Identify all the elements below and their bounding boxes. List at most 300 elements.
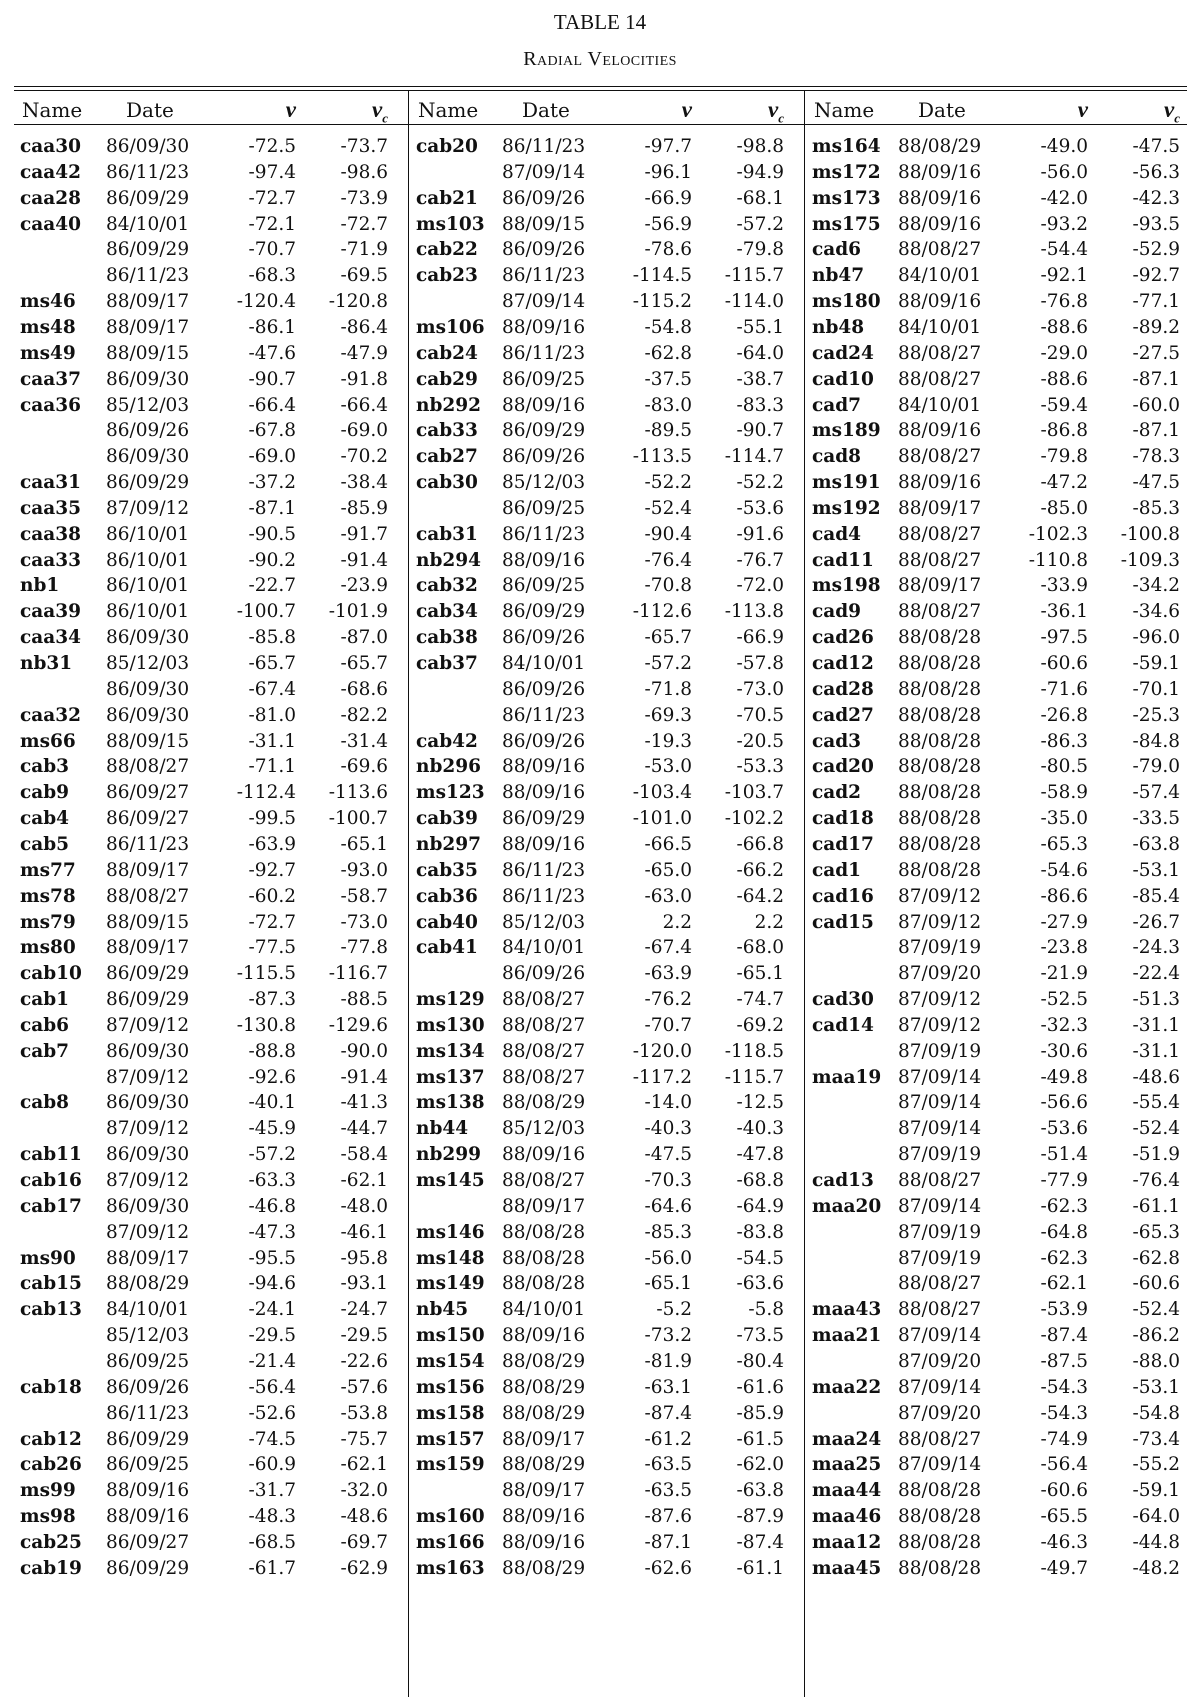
corrected-velocity: -52.4: [1132, 1118, 1180, 1140]
corrected-velocity: -87.1: [1132, 420, 1180, 442]
velocity: -61.2: [644, 1428, 692, 1450]
table-row: [410, 444, 800, 470]
obs-date: 86/09/27: [106, 808, 190, 830]
star-name: cab13: [20, 1299, 82, 1321]
obs-date: 86/11/23: [502, 342, 586, 364]
corrected-velocity: -85.9: [736, 1402, 784, 1424]
obs-date: 88/08/28: [502, 1273, 586, 1295]
velocity: -94.6: [248, 1273, 296, 1295]
velocity: -86.3: [1040, 730, 1088, 752]
header-date: Date: [522, 98, 570, 122]
table-row: [806, 1090, 1196, 1116]
corrected-velocity: -87.9: [736, 1506, 784, 1528]
star-name: cab32: [416, 575, 478, 597]
table-row: [14, 393, 404, 419]
obs-date: 88/09/16: [898, 420, 982, 442]
obs-date: 86/09/27: [106, 782, 190, 804]
velocity: -31.7: [248, 1480, 296, 1502]
obs-date: 88/08/27: [898, 368, 982, 390]
obs-date: 84/10/01: [898, 394, 982, 416]
velocity: -47.5: [644, 1144, 692, 1166]
velocity: -63.1: [644, 1376, 692, 1398]
star-name: cab30: [416, 472, 478, 494]
obs-date: 88/08/27: [106, 885, 190, 907]
corrected-velocity: -74.7: [736, 989, 784, 1011]
velocity: -35.0: [1040, 808, 1088, 830]
obs-date: 87/09/19: [898, 1040, 982, 1062]
star-name: nb299: [416, 1144, 482, 1166]
velocity: -83.0: [644, 394, 692, 416]
velocity: -21.4: [248, 1350, 296, 1372]
corrected-velocity: -46.1: [340, 1221, 388, 1243]
table-row: [410, 651, 800, 677]
star-name: cad7: [812, 394, 862, 416]
velocity: -87.6: [644, 1506, 692, 1528]
corrected-velocity: -57.6: [340, 1376, 388, 1398]
table-row: [14, 522, 404, 548]
header-vc: $v_c$: [1164, 97, 1180, 126]
obs-date: 87/09/14: [502, 161, 586, 183]
star-name: nb45: [416, 1299, 469, 1321]
table-row: [14, 806, 404, 832]
star-name: cab40: [416, 911, 478, 933]
corrected-velocity: -129.6: [328, 1014, 388, 1036]
corrected-velocity: -73.5: [736, 1325, 784, 1347]
star-name: cab33: [416, 420, 478, 442]
star-name: ms192: [812, 497, 881, 519]
star-name: ms78: [20, 885, 76, 907]
velocity: -48.3: [248, 1506, 296, 1528]
velocity: -85.3: [644, 1221, 692, 1243]
star-name: nb44: [416, 1118, 469, 1140]
obs-date: 88/09/16: [502, 1531, 586, 1553]
obs-date: 86/11/23: [502, 704, 586, 726]
corrected-velocity: -85.4: [1132, 885, 1180, 907]
velocity: -74.5: [248, 1428, 296, 1450]
table-row: [410, 367, 800, 393]
table-row: [806, 1013, 1196, 1039]
corrected-velocity: -88.0: [1132, 1350, 1180, 1372]
star-name: ms149: [416, 1273, 485, 1295]
corrected-velocity: -100.7: [328, 808, 388, 830]
star-name: ms166: [416, 1531, 485, 1553]
obs-date: 88/09/17: [502, 1428, 586, 1450]
table-row: [806, 573, 1196, 599]
obs-date: 87/09/20: [898, 1402, 982, 1424]
velocity: -76.4: [644, 549, 692, 571]
velocity: -63.5: [644, 1480, 692, 1502]
corrected-velocity: -90.7: [736, 420, 784, 442]
corrected-velocity: -62.8: [1132, 1247, 1180, 1269]
corrected-velocity: -65.1: [340, 833, 388, 855]
table-row: [14, 186, 404, 212]
obs-date: 87/09/19: [898, 1221, 982, 1243]
obs-date: 88/09/16: [898, 161, 982, 183]
star-name: caa30: [20, 136, 81, 157]
obs-date: 86/09/29: [502, 420, 586, 442]
star-name: nb31: [20, 653, 73, 674]
velocity: -65.7: [644, 627, 692, 649]
corrected-velocity: -114.0: [724, 291, 784, 313]
corrected-velocity: -57.8: [736, 653, 784, 674]
star-name: cad13: [812, 1170, 874, 1191]
obs-date: 88/08/28: [898, 1506, 982, 1528]
corrected-velocity: -40.3: [736, 1118, 784, 1140]
velocity: -58.9: [1040, 782, 1088, 804]
velocity: -87.4: [644, 1402, 692, 1424]
star-name: cab31: [416, 523, 478, 545]
star-name: ms46: [20, 291, 76, 313]
table-row: [806, 1039, 1196, 1065]
table-row: [14, 1065, 404, 1091]
star-name: ms134: [416, 1040, 485, 1062]
star-name: ms146: [416, 1221, 485, 1243]
table-row: [14, 729, 404, 755]
table-row: [410, 393, 800, 419]
table-row: [14, 496, 404, 522]
velocity: -22.7: [248, 575, 296, 597]
velocity: -97.5: [1040, 627, 1088, 649]
table-row: [14, 625, 404, 651]
header-v: v: [285, 97, 296, 122]
corrected-velocity: -68.6: [340, 678, 388, 700]
table-row: [14, 1530, 404, 1556]
table-row: [806, 1427, 1196, 1453]
corrected-velocity: -94.9: [736, 161, 784, 183]
velocity: -52.4: [644, 497, 692, 519]
corrected-velocity: -93.1: [340, 1273, 388, 1295]
obs-date: 88/09/16: [502, 316, 586, 338]
velocity: -66.5: [644, 833, 692, 855]
table-row: [806, 522, 1196, 548]
obs-date: 88/08/27: [502, 1066, 586, 1088]
star-name: cad3: [812, 730, 862, 752]
obs-date: 87/09/14: [898, 1325, 982, 1347]
table-row: [14, 548, 404, 574]
star-name: caa36: [20, 394, 81, 416]
star-name: cad30: [812, 989, 874, 1011]
table-row: [806, 1246, 1196, 1272]
corrected-velocity: -79.8: [736, 239, 784, 261]
velocity: -92.1: [1040, 265, 1088, 287]
star-name: ms123: [416, 782, 485, 804]
obs-date: 86/09/26: [106, 1376, 190, 1398]
obs-date: 86/09/30: [106, 1144, 190, 1166]
header-v: v: [681, 97, 692, 122]
velocity: -95.5: [248, 1247, 296, 1269]
corrected-velocity: -23.9: [340, 575, 388, 597]
corrected-velocity: -91.7: [340, 523, 388, 545]
corrected-velocity: -53.3: [736, 756, 784, 778]
velocity: -46.8: [248, 1195, 296, 1217]
star-name: ms66: [20, 730, 76, 752]
star-name: ms198: [812, 575, 881, 597]
corrected-velocity: -64.9: [736, 1195, 784, 1217]
star-name: cab9: [20, 782, 70, 804]
obs-date: 86/11/23: [502, 859, 586, 881]
star-name: ms159: [416, 1454, 485, 1476]
corrected-velocity: -70.5: [736, 704, 784, 726]
star-name: cad28: [812, 678, 874, 700]
corrected-velocity: -61.1: [1132, 1195, 1180, 1217]
velocity: -117.2: [632, 1066, 692, 1088]
corrected-velocity: -48.6: [1132, 1066, 1180, 1088]
obs-date: 85/12/03: [502, 1118, 586, 1140]
table-row: [410, 1530, 800, 1556]
table-row: [410, 1349, 800, 1375]
star-name: ms103: [416, 213, 485, 235]
velocity: -110.8: [1028, 549, 1088, 571]
corrected-velocity: -75.7: [340, 1428, 388, 1450]
obs-date: 88/09/16: [106, 1506, 190, 1528]
star-name: cab15: [20, 1273, 82, 1295]
obs-date: 87/09/12: [898, 989, 982, 1011]
obs-date: 88/08/27: [898, 549, 982, 571]
corrected-velocity: -62.9: [340, 1557, 388, 1579]
obs-date: 86/09/30: [106, 704, 190, 726]
table-row: [14, 1194, 404, 1220]
corrected-velocity: -52.4: [1132, 1299, 1180, 1321]
velocity: -37.2: [248, 472, 296, 494]
table-row: [410, 961, 800, 987]
velocity: -56.0: [1040, 161, 1088, 183]
obs-date: 86/09/26: [502, 678, 586, 700]
table-row: [410, 884, 800, 910]
star-name: ms80: [20, 937, 76, 959]
corrected-velocity: -82.2: [340, 704, 388, 726]
obs-date: 86/09/26: [502, 239, 586, 261]
corrected-velocity: -79.0: [1132, 756, 1180, 778]
obs-date: 86/09/30: [106, 1092, 190, 1114]
obs-date: 85/12/03: [502, 472, 586, 494]
corrected-velocity: -83.8: [736, 1221, 784, 1243]
obs-date: 88/09/17: [106, 316, 190, 338]
velocity: -56.9: [644, 213, 692, 235]
obs-date: 87/09/20: [898, 963, 982, 985]
table-row: [806, 1142, 1196, 1168]
velocity: -56.4: [1040, 1454, 1088, 1476]
header-vc: $v_c$: [372, 97, 388, 126]
velocity: -63.9: [248, 833, 296, 855]
top-rule-1: [14, 86, 1187, 87]
velocity: -112.4: [236, 782, 296, 804]
velocity: -54.6: [1040, 859, 1088, 881]
velocity: -54.3: [1040, 1402, 1088, 1424]
table-row: [14, 1401, 404, 1427]
corrected-velocity: -73.7: [340, 136, 388, 157]
corrected-velocity: -77.8: [340, 937, 388, 959]
star-name: nb296: [416, 756, 482, 778]
table-row: [806, 1297, 1196, 1323]
star-name: caa38: [20, 523, 81, 545]
obs-date: 86/09/29: [106, 1557, 190, 1579]
velocity: -61.7: [248, 1557, 296, 1579]
table-row: [806, 1271, 1196, 1297]
star-name: cad26: [812, 627, 874, 649]
star-name: maa24: [812, 1428, 882, 1450]
table-row: [410, 754, 800, 780]
corrected-velocity: -73.4: [1132, 1428, 1180, 1450]
table-row: [410, 496, 800, 522]
table-row: [806, 186, 1196, 212]
obs-date: 86/11/23: [106, 833, 190, 855]
obs-date: 86/11/23: [106, 265, 190, 287]
obs-date: 86/09/26: [502, 963, 586, 985]
obs-date: 88/08/28: [898, 1557, 982, 1579]
corrected-velocity: -48.0: [340, 1195, 388, 1217]
corrected-velocity: -58.7: [340, 885, 388, 907]
star-name: cab5: [20, 833, 70, 855]
star-name: ms145: [416, 1170, 485, 1191]
corrected-velocity: -53.1: [1132, 859, 1180, 881]
table-row: [806, 418, 1196, 444]
obs-date: 88/08/28: [898, 859, 982, 881]
obs-date: 88/09/16: [502, 833, 586, 855]
corrected-velocity: -93.0: [340, 859, 388, 881]
obs-date: 84/10/01: [502, 653, 586, 674]
star-name: maa46: [812, 1506, 882, 1528]
velocity: -87.5: [1040, 1350, 1088, 1372]
corrected-velocity: -88.5: [340, 989, 388, 1011]
table-row: [806, 1556, 1196, 1582]
velocity: -60.9: [248, 1454, 296, 1476]
table-row: [14, 237, 404, 263]
table-row: [410, 832, 800, 858]
corrected-velocity: -51.9: [1132, 1144, 1180, 1166]
star-name: cab16: [20, 1170, 82, 1191]
velocity: -67.8: [248, 420, 296, 442]
table-row: [410, 1142, 800, 1168]
table-row: [410, 1452, 800, 1478]
star-name: cab11: [20, 1144, 82, 1166]
obs-date: 88/08/27: [898, 239, 982, 261]
corrected-velocity: -65.1: [736, 963, 784, 985]
velocity: -70.7: [644, 1014, 692, 1036]
star-name: cab39: [416, 808, 478, 830]
table-row: [806, 961, 1196, 987]
corrected-velocity: -65.7: [340, 653, 388, 674]
table-row: [14, 1013, 404, 1039]
velocity: -62.3: [1040, 1195, 1088, 1217]
obs-date: 88/08/27: [898, 1428, 982, 1450]
obs-date: 88/08/27: [502, 1040, 586, 1062]
table-row: [410, 263, 800, 289]
corrected-velocity: -103.7: [724, 782, 784, 804]
table-row: [14, 1349, 404, 1375]
corrected-velocity: -63.8: [736, 1480, 784, 1502]
obs-date: 88/08/28: [898, 756, 982, 778]
star-name: ms99: [20, 1480, 76, 1502]
corrected-velocity: -27.5: [1132, 342, 1180, 364]
table-row: [14, 858, 404, 884]
obs-date: 87/09/12: [898, 911, 982, 933]
velocity: -70.7: [248, 239, 296, 261]
corrected-velocity: -70.2: [340, 446, 388, 468]
obs-date: 88/08/28: [898, 704, 982, 726]
table-row: [410, 470, 800, 496]
velocity: -99.5: [248, 808, 296, 830]
obs-date: 86/11/23: [502, 523, 586, 545]
obs-date: 85/12/03: [502, 911, 586, 933]
obs-date: 88/08/28: [898, 678, 982, 700]
corrected-velocity: -53.1: [1132, 1376, 1180, 1398]
table-row: [14, 599, 404, 625]
corrected-velocity: -85.3: [1132, 497, 1180, 519]
star-name: caa37: [20, 368, 81, 390]
table-row: [410, 858, 800, 884]
velocity: -52.5: [1040, 989, 1088, 1011]
corrected-velocity: -80.4: [736, 1350, 784, 1372]
velocity: -67.4: [248, 678, 296, 700]
table-row: [806, 651, 1196, 677]
star-name: ms175: [812, 213, 881, 235]
velocity: -102.3: [1028, 523, 1088, 545]
table-row: [806, 703, 1196, 729]
star-name: ms160: [416, 1506, 485, 1528]
velocity: -33.9: [1040, 575, 1088, 597]
star-name: ms164: [812, 136, 881, 157]
obs-date: 84/10/01: [898, 316, 982, 338]
table-row: [806, 444, 1196, 470]
table-row: [806, 1530, 1196, 1556]
corrected-velocity: -109.3: [1120, 549, 1180, 571]
obs-date: 88/09/16: [898, 291, 982, 313]
obs-date: 87/09/19: [898, 1247, 982, 1269]
velocity: -65.0: [644, 859, 692, 881]
obs-date: 88/08/27: [898, 523, 982, 545]
table-row: [14, 703, 404, 729]
velocity: -89.5: [644, 420, 692, 442]
obs-date: 88/09/17: [106, 859, 190, 881]
velocity: -49.0: [1040, 136, 1088, 157]
star-name: cab41: [416, 937, 478, 959]
velocity: -71.8: [644, 678, 692, 700]
corrected-velocity: -61.6: [736, 1376, 784, 1398]
corrected-velocity: -77.1: [1132, 291, 1180, 313]
top-rule-2: [14, 90, 1187, 91]
table-row: [806, 1116, 1196, 1142]
header-name: Name: [814, 98, 875, 122]
table-row: [14, 263, 404, 289]
table-row: [14, 884, 404, 910]
star-name: ms98: [20, 1506, 76, 1528]
obs-date: 88/09/16: [106, 1480, 190, 1502]
corrected-velocity: -62.0: [736, 1454, 784, 1476]
corrected-velocity: -47.5: [1132, 472, 1180, 494]
star-name: ms137: [416, 1066, 485, 1088]
obs-date: 88/08/29: [502, 1092, 586, 1114]
corrected-velocity: -95.8: [340, 1247, 388, 1269]
table-row: [806, 987, 1196, 1013]
table-row: [14, 367, 404, 393]
obs-date: 87/09/19: [898, 1144, 982, 1166]
table-row: [14, 961, 404, 987]
corrected-velocity: -52.9: [1132, 239, 1180, 261]
corrected-velocity: -100.8: [1120, 523, 1180, 545]
obs-date: 88/09/17: [106, 1247, 190, 1269]
table-row: [14, 1297, 404, 1323]
corrected-velocity: -66.4: [340, 394, 388, 416]
velocity: -68.5: [248, 1531, 296, 1553]
velocity: -70.8: [644, 575, 692, 597]
obs-date: 86/09/30: [106, 678, 190, 700]
table-row: [14, 1375, 404, 1401]
corrected-velocity: -25.3: [1132, 704, 1180, 726]
star-name: cad10: [812, 368, 874, 390]
velocity: -65.5: [1040, 1506, 1088, 1528]
obs-date: 84/10/01: [106, 1299, 190, 1321]
corrected-velocity: -54.5: [736, 1247, 784, 1269]
